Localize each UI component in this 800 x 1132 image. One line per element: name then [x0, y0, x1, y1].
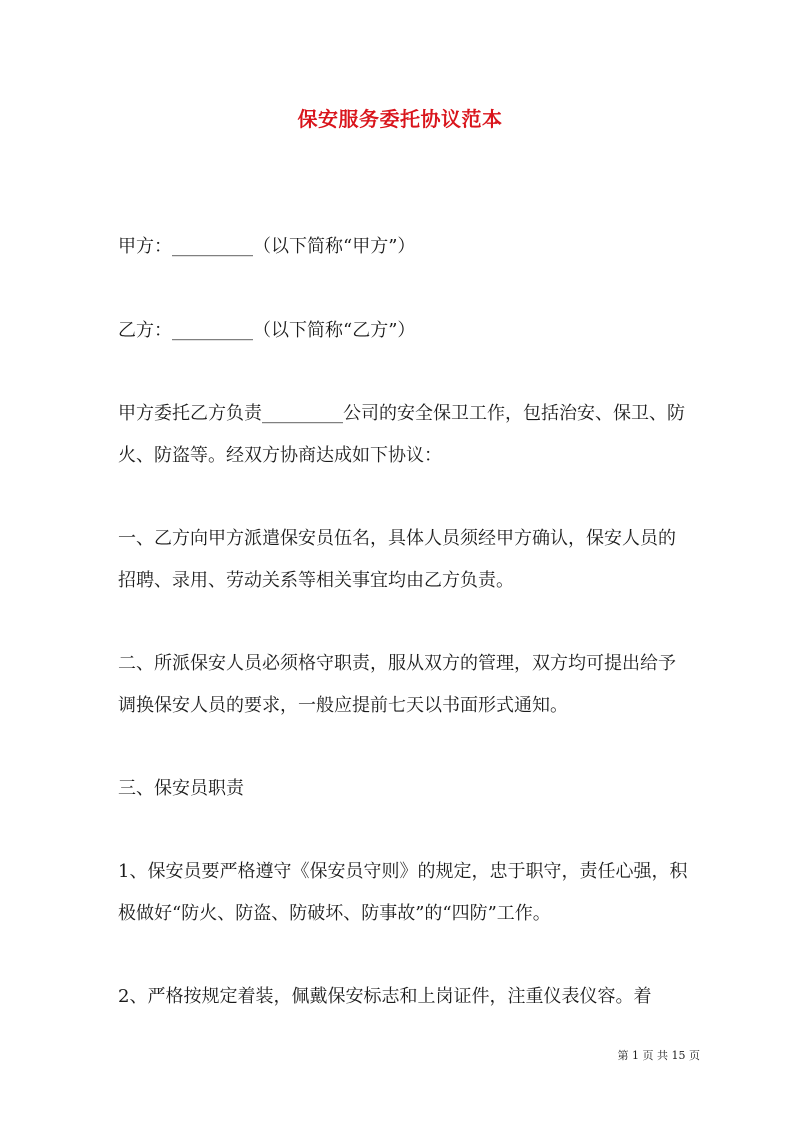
- intro-paragraph: 甲方委托乙方负责_________公司的安全保卫工作，包括治安、保卫、防火、防盗等。经双方协商达成如下协议：: [118, 403, 685, 466]
- clause-1: 一、乙方向甲方派遣保安员伍名，具体人员须经甲方确认，保安人员的招聘、录用、劳动关系等相关事宜均由乙方负责。: [118, 528, 676, 591]
- clause-3-heading: 三、保安员职责: [118, 778, 244, 799]
- party-b-line: 乙方：_________（以下简称“乙方”）: [118, 320, 416, 341]
- document-title: 保安服务委托协议范本: [297, 107, 503, 131]
- page-number: 第 1 页 共 15 页: [617, 1049, 700, 1062]
- party-a-line: 甲方：_________（以下简称“甲方”）: [118, 236, 416, 257]
- clause-3-item-2: 2、严格按规定着装，佩戴保安标志和上岗证件，注重仪表仪容。着: [118, 986, 652, 1007]
- clause-3-item-1: 1、保安员要严格遵守《保安员守则》的规定，忠于职守，责任心强，积极做好“防火、防盗、防破坏、防事故”的“四防”工作。: [118, 861, 688, 924]
- clause-2: 二、所派保安人员必须格守职责，服从双方的管理，双方均可提出给予调换保安人员的要求，一般应提前七天以书面形式通知。: [118, 653, 676, 716]
